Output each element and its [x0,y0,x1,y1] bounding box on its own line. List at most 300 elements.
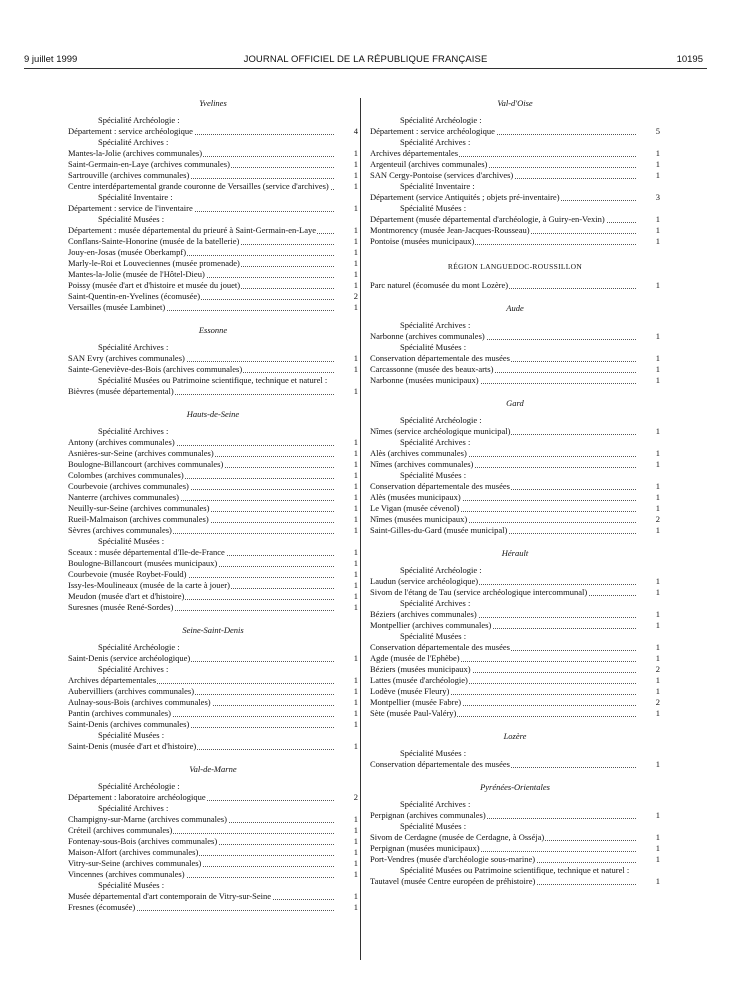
entry-count: 2 [655,514,660,524]
list-item [370,675,660,686]
department-heading: Yvelines [199,98,227,108]
list-item [370,664,660,675]
entry-count: 1 [655,170,660,180]
entry-count: 1 [353,280,358,290]
specialite-heading: Spécialité Archives : [98,137,169,147]
entry-count: 1 [353,448,358,458]
specialite-heading: Spécialité Musées ou Patrimoine scientifique, technique et naturel : [400,865,630,875]
entry-count: 1 [353,353,358,363]
list-item [68,708,358,719]
list-item [370,459,660,470]
list-item [370,448,660,459]
list-item [370,126,660,137]
entry-label: Courbevoie (musée Roybet-Fould) [68,569,187,579]
entry-label: Carcassonne (musée des beaux-arts) [370,364,494,374]
list-item [68,869,358,880]
entry-label: Département : musée départemental du prieuré à Saint-Germain-en-Laye [68,225,317,235]
entry-label: Fontenay-sous-Bois (archives communales) [68,836,218,846]
specialite-heading: Spécialité Musées : [400,470,467,480]
list-item [68,291,358,302]
entry-label: Sivom de l'étang de Tau (service archéologique intercommunal) [370,587,588,597]
list-item [370,525,660,536]
list-item [68,547,358,558]
entry-count: 1 [655,620,660,630]
entry-label: Nîmes (archives communales) [370,459,474,469]
entry-count: 1 [353,708,358,718]
entry-label: Nîmes (musées municipaux) [370,514,468,524]
entry-count: 1 [655,236,660,246]
entry-count: 1 [655,280,660,290]
entry-count: 1 [655,675,660,685]
entry-label: Conservation départementale des musées [370,642,510,652]
specialite-heading: Spécialité Archéologie : [98,642,180,652]
list-item [68,364,358,375]
specialite-heading: Spécialité Archéologie : [400,565,482,575]
list-item [370,653,660,664]
entry-label: Tautavel (musée Centre européen de préhistoire) [370,876,536,886]
entry-count: 1 [353,302,358,312]
entry-count: 1 [655,148,660,158]
list-item [370,620,660,631]
entry-count: 1 [353,437,358,447]
entry-label: Neuilly-sur-Seine (archives communales) [68,503,210,513]
entry-count: 1 [353,525,358,535]
list-item [68,386,358,397]
entry-count: 1 [655,353,660,363]
list-item [68,558,358,569]
list-item [370,876,660,887]
list-item [370,514,660,525]
entry-count: 1 [655,642,660,652]
entry-label: Sèvres (archives communales) [68,525,172,535]
entry-count: 1 [353,481,358,491]
specialite-heading: Spécialité Musées : [98,214,165,224]
list-item [370,426,660,437]
specialite-heading: Spécialité Musées : [98,880,165,890]
entry-count: 1 [353,814,358,824]
entry-label: Alès (archives communales) [370,448,467,458]
entry-count: 1 [353,203,358,213]
entry-label: Département : service archéologique [370,126,495,136]
list-item [370,353,660,364]
entry-label: Saint-Denis (archives communales) [68,719,190,729]
department-heading: Val-d'Oise [497,98,533,108]
entry-label: Narbonne (musées municipaux) [370,375,479,385]
entry-label: Saint-Gilles-du-Gard (musée municipal) [370,525,508,535]
page-header [24,54,707,68]
entry-label: Asnières-sur-Seine (archives communales) [68,448,214,458]
list-item [370,609,660,620]
specialite-heading: Spécialité Musées ou Patrimoine scientifique, technique et naturel : [98,375,328,385]
department-heading: Hauts-de-Seine [186,409,240,419]
entry-count: 1 [353,364,358,374]
specialite-heading: Spécialité Archéologie : [98,115,180,125]
entry-count: 1 [353,602,358,612]
entry-label: Sète (musée Paul-Valéry) [370,708,457,718]
specialite-heading: Spécialité Archives : [98,803,169,813]
list-item [370,642,660,653]
list-item [68,280,358,291]
entry-count: 1 [353,569,358,579]
entry-count: 2 [655,697,660,707]
entry-label: Nanterre (archives communales) [68,492,179,502]
entry-label: Archives départementales [68,675,157,685]
entry-count: 1 [655,525,660,535]
entry-label: Jouy-en-Josas (musée Oberkampf) [68,247,187,257]
entry-count: 1 [353,902,358,912]
entry-label: Saint-Denis (musée d'art et d'histoire) [68,741,197,751]
specialite-heading: Spécialité Archéologie : [400,115,482,125]
entry-count: 1 [353,225,358,235]
list-item [68,602,358,613]
entry-count: 3 [655,192,660,202]
entry-count: 1 [353,697,358,707]
list-item [68,492,358,503]
list-item [370,375,660,386]
entry-label: Aubervilliers (archives communales) [68,686,195,696]
list-item [370,576,660,587]
entry-label: Perpignan (archives communales) [370,810,486,820]
specialite-heading: Spécialité Archéologie : [400,415,482,425]
entry-count: 1 [655,214,660,224]
list-item [370,708,660,719]
list-item [68,902,358,913]
entry-label: Pontoise (musées municipaux) [370,236,475,246]
entry-count: 1 [655,331,660,341]
department-heading: Val-de-Marne [189,764,237,774]
list-item [370,481,660,492]
list-item [370,170,660,181]
entry-count: 1 [353,492,358,502]
list-item [370,214,660,225]
entry-label: Département (musée départemental d'archéologie, à Guiry-en-Vexin) [370,214,605,224]
list-item [68,836,358,847]
entry-count: 1 [655,609,660,619]
specialite-heading: Spécialité Musées : [400,203,467,213]
list-item [370,280,660,291]
specialite-heading: Spécialité Archives : [98,426,169,436]
list-item [68,148,358,159]
entry-count: 1 [655,459,660,469]
entry-count: 2 [353,291,358,301]
entry-label: SAN Evry (archives communales) [68,353,185,363]
entry-count: 1 [353,386,358,396]
entry-label: Saint-Denis (service archéologique) [68,653,191,663]
entry-count: 5 [655,126,660,136]
entry-count: 1 [655,225,660,235]
specialite-heading: Spécialité Musées : [400,748,467,758]
list-item [370,686,660,697]
entry-label: Département (service Antiquités ; objets pré-inventaire) [370,192,560,202]
entry-label: Parc naturel (écomusée du mont Lozère) [370,280,509,290]
entry-count: 1 [353,258,358,268]
department-heading: Gard [506,398,524,408]
entry-count: 1 [353,159,358,169]
list-item [68,247,358,258]
entry-count: 1 [353,247,358,257]
entry-count: 1 [353,858,358,868]
entry-count: 1 [655,653,660,663]
entry-count: 1 [655,426,660,436]
entry-count: 1 [655,832,660,842]
list-item [370,148,660,159]
entry-count: 2 [655,664,660,674]
entry-count: 1 [655,481,660,491]
entry-count: 1 [655,503,660,513]
entry-count: 1 [655,364,660,374]
entry-count: 1 [353,741,358,751]
entry-count: 1 [353,459,358,469]
entry-label: Alès (musées municipaux) [370,492,461,502]
entry-count: 1 [353,580,358,590]
entry-label: SAN Cergy-Pontoise (services d'archives) [370,170,514,180]
entry-label: Mantes-la-Jolie (archives communales) [68,148,203,158]
entry-label: Vincennes (archives communales) [68,869,185,879]
entry-label: Conservation départementale des musées [370,759,510,769]
entry-count: 1 [353,719,358,729]
specialite-heading: Spécialité Archives : [400,320,471,330]
entry-label: Sivom de Cerdagne (musée de Cerdagne, à Osséja) [370,832,545,842]
list-item [370,854,660,865]
list-item [68,503,358,514]
entry-count: 1 [655,708,660,718]
entry-label: Meudon (musée d'art et d'histoire) [68,591,185,601]
entry-label: Montpellier (archives communales) [370,620,492,630]
entry-count: 1 [353,547,358,557]
specialite-heading: Spécialité Archives : [98,664,169,674]
entry-count: 1 [655,810,660,820]
specialite-heading: Spécialité Archives : [400,799,471,809]
list-item [370,236,660,247]
entry-count: 1 [353,236,358,246]
entry-count: 1 [353,675,358,685]
entry-count: 4 [353,126,358,136]
list-item [68,236,358,247]
entry-label: Sceaux : musée départemental d'Ile-de-France [68,547,225,557]
entry-count: 1 [353,470,358,480]
entry-count: 1 [353,269,358,279]
entry-label: Vitry-sur-Seine (archives communales) [68,858,202,868]
entry-label: Saint-Germain-en-Laye (archives communales) [68,159,230,169]
entry-label: Laudun (service archéologique) [370,576,479,586]
entry-label: Lattes (musée d'archéologie) [370,675,468,685]
entry-count: 1 [655,587,660,597]
list-item [68,891,358,902]
entry-count: 1 [353,148,358,158]
department-heading: Seine-Saint-Denis [182,625,244,635]
list-item [68,525,358,536]
list-item [370,492,660,503]
region-heading: RÉGION LANGUEDOC-ROUSSILLON [447,262,583,271]
journal-title: JOURNAL OFFICIEL DE LA RÉPUBLIQUE FRANÇAISE [243,54,488,65]
entry-count: 1 [353,686,358,696]
entry-count: 1 [655,576,660,586]
entry-label: Courbevoie (archives communales) [68,481,189,491]
list-item [68,225,358,236]
entry-count: 1 [353,869,358,879]
specialite-heading: Spécialité Musées : [400,342,467,352]
list-item [68,481,358,492]
entry-label: Poissy (musée d'art et d'histoire et musée du jouet) [68,280,241,290]
entry-count: 1 [353,170,358,180]
department-heading: Hérault [501,548,529,558]
list-item [370,503,660,514]
entry-count: 1 [353,503,358,513]
entry-label: Nîmes (service archéologique municipal) [370,426,511,436]
entry-count: 1 [353,591,358,601]
entry-label: Conflans-Sainte-Honorine (musée de la batellerie) [68,236,240,246]
entry-label: Sartrouville (archives communales) [68,170,190,180]
list-item [68,847,358,858]
entry-label: Boulogne-Billancourt (musées municipaux) [68,558,218,568]
dot-leader [108,910,334,911]
specialite-heading: Spécialité Archives : [400,137,471,147]
entry-label: Béziers (musées municipaux) [370,664,471,674]
entry-label: Rueil-Malmaison (archives communales) [68,514,209,524]
department-heading: Aude [506,303,524,313]
list-item [370,225,660,236]
department-heading: Pyrénées-Orientales [480,782,550,792]
specialite-heading: Spécialité Musées : [98,536,165,546]
entry-label: Aulnay-sous-Bois (archives communales) [68,697,211,707]
entry-label: Champigny-sur-Marne (archives communales) [68,814,227,824]
entry-label: Suresnes (musée René-Sordes) [68,602,174,612]
list-item [68,792,358,803]
entry-label: Argenteuil (archives communales) [370,159,488,169]
list-item [68,302,358,313]
left-column [68,98,358,913]
list-item [370,759,660,770]
list-item [370,810,660,821]
entry-count: 1 [353,836,358,846]
list-item [68,448,358,459]
entry-label: Conservation départementale des musées [370,353,510,363]
entry-count: 1 [353,653,358,663]
list-item [68,858,358,869]
right-column [370,98,660,887]
list-item [68,741,358,752]
entry-label: Marly-le-Roi et Louveciennes (musée promenade) [68,258,240,268]
entry-label: Musée départemental d'art contemporain de Vitry-sur-Seine [68,891,271,901]
specialite-heading: Spécialité Musées : [400,631,467,641]
list-item [370,159,660,170]
entry-label: Département : service archéologique [68,126,193,136]
list-item [370,331,660,342]
entry-label: Archives départementales [370,148,459,158]
entry-label: Saint-Quentin-en-Yvelines (écomusée) [68,291,201,301]
list-item [68,653,358,664]
entry-count: 1 [655,843,660,853]
entry-label: Boulogne-Billancourt (archives communales) [68,459,224,469]
list-item [370,697,660,708]
entry-label: Béziers (archives communales) [370,609,477,619]
list-item [370,364,660,375]
list-item [68,126,358,137]
entry-count: 1 [353,891,358,901]
entry-label: Agde (musée de l'Ephèbe) [370,653,460,663]
list-item [68,697,358,708]
specialite-heading: Spécialité Musées : [98,730,165,740]
department-heading: Lozère [503,731,527,741]
entry-label: Mantes-la-Jolie (musée de l'Hôtel-Dieu) [68,269,205,279]
entry-count: 1 [655,159,660,169]
list-item [68,258,358,269]
entry-label: Fresnes (écomusée) [68,902,136,912]
entry-label: Montmorency (musée Jean-Jacques-Rousseau) [370,225,530,235]
specialite-heading: Spécialité Archéologie : [98,781,180,791]
list-item [68,825,358,836]
entry-label: Montpellier (musée Fabre) [370,697,462,707]
entry-label: Département : laboratoire archéologique [68,792,206,802]
entry-count: 1 [655,448,660,458]
entry-label: Créteil (archives communales) [68,825,173,835]
entry-count: 2 [353,792,358,802]
page-number: 10195 [676,54,703,65]
entry-count: 1 [655,492,660,502]
entry-label: Département : service de l'inventaire [68,203,193,213]
list-item [68,170,358,181]
list-item [370,192,660,203]
specialite-heading: Spécialité Inventaire : [98,192,173,202]
entry-label: Colombes (archives communales) [68,470,184,480]
list-item [370,587,660,598]
list-item [68,686,358,697]
entry-label: Conservation départementale des musées [370,481,510,491]
list-item [370,832,660,843]
specialite-heading: Spécialité Musées : [400,821,467,831]
list-item [68,470,358,481]
entry-count: 1 [353,558,358,568]
list-item [68,580,358,591]
department-heading: Essonne [198,325,228,335]
entry-count: 1 [353,181,358,191]
entry-label: Perpignan (musées municipaux) [370,843,480,853]
list-item [68,353,358,364]
entry-label: Bièvres (musée départemental) [68,386,174,396]
entry-count: 1 [353,847,358,857]
list-item [68,437,358,448]
list-item [68,269,358,280]
entry-count: 1 [655,375,660,385]
entry-label: Versailles (musée Lambinet) [68,302,166,312]
list-item [68,159,358,170]
specialite-heading: Spécialité Archives : [98,342,169,352]
list-item [68,181,358,192]
column-divider [360,98,361,960]
issue-date: 9 juillet 1999 [24,54,78,65]
list-item [68,569,358,580]
list-item [68,203,358,214]
entry-count: 1 [655,876,660,886]
list-item [68,459,358,470]
list-item [68,514,358,525]
entry-label: Port-Vendres (musée d'archéologie sous-marine) [370,854,536,864]
entry-label: Antony (archives communales) [68,437,175,447]
specialite-heading: Spécialité Archives : [400,437,471,447]
entry-count: 1 [353,514,358,524]
entry-label: Issy-les-Moulineaux (musée de la carte à jouer) [68,580,230,590]
entry-label: Pantin (archives communales) [68,708,171,718]
list-item [68,675,358,686]
specialite-heading: Spécialité Archives : [400,598,471,608]
entry-count: 1 [655,854,660,864]
list-item [68,719,358,730]
entry-count: 1 [655,759,660,769]
header-rule [24,68,707,69]
entry-label: Le Vigan (musée cévenol) [370,503,460,513]
list-item [68,591,358,602]
specialite-heading: Spécialité Inventaire : [400,181,475,191]
